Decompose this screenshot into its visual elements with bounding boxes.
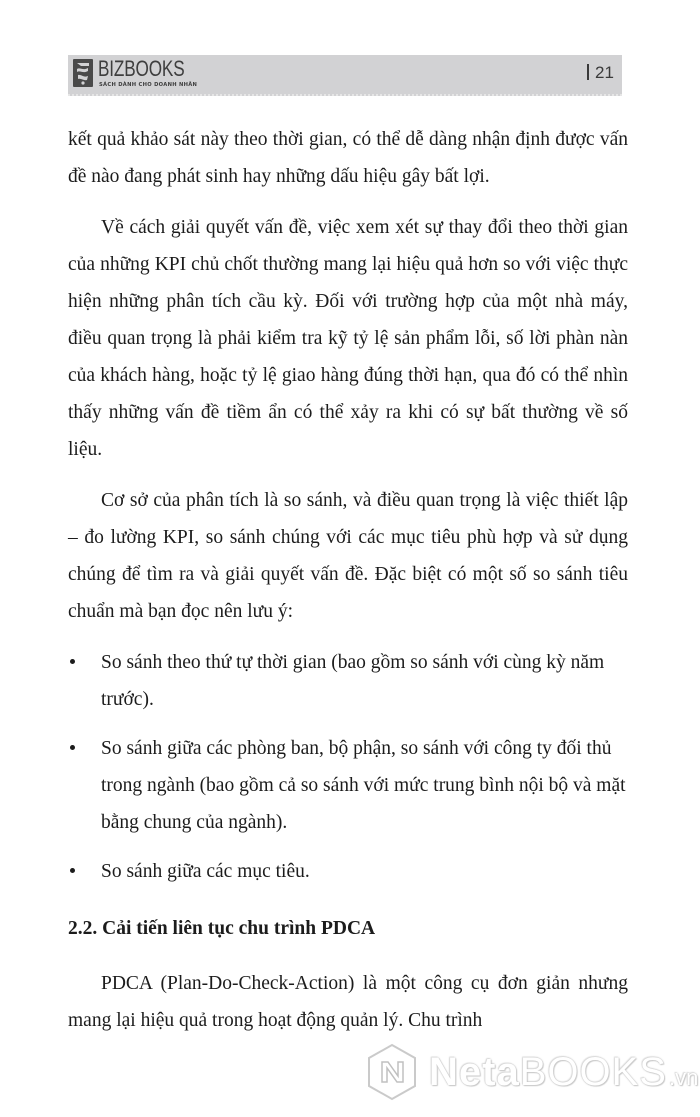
netabooks-watermark	[365, 1042, 699, 1102]
brand-wordmark: BIZBOOKS	[98, 56, 185, 81]
bullet-icon	[70, 745, 75, 750]
bullet-text: So sánh giữa các phòng ban, bộ phận, so sánh với công ty đối thủ trong ngành (bao gồm cả so sánh với mức trung bình nội bộ và mặt bằng chung của ngành).	[101, 738, 626, 833]
bullet-item	[68, 730, 628, 841]
section-heading: 2.2. Cải tiến liên tục chu trình PDCA	[68, 918, 376, 939]
page-number-value: 21	[595, 63, 614, 82]
bullet-item	[68, 644, 628, 718]
comparison-bullet-list	[68, 644, 628, 890]
page-body	[68, 121, 628, 1039]
watermark-tld: .vn	[668, 1065, 699, 1090]
bullet-text: So sánh theo thứ tự thời gian (bao gồm so sánh với cùng kỳ năm trước).	[101, 652, 605, 710]
paragraph-pdca-intro: PDCA (Plan-Do-Check-Action) là một công cụ đơn giản nhưng mang lại hiệu quả trong hoạt động quản lý. Chu trình	[68, 973, 628, 1031]
watermark-brand-bold: Neta	[429, 1050, 520, 1094]
bullet-item	[68, 853, 628, 890]
paragraph-continued: kết quả khảo sát này theo thời gian, có thể dễ dàng nhận định được vấn đề nào đang phát sinh hay những dấu hiệu gây bất lợi.	[68, 129, 628, 187]
bullet-icon	[70, 659, 75, 664]
watermark-brand-light: BOOKS	[519, 1050, 667, 1094]
page-number-separator	[587, 64, 589, 80]
watermark-text	[429, 1048, 698, 1102]
paragraph-comparison-basis: Cơ sở của phân tích là so sánh, và điều quan trọng là việc thiết lập – đo lường KPI, so sánh chúng với các mục tiêu phù hợp và sử dụng chúng để tìm ra và giải quyết vấn đề. Đặc biệt có một số so sánh tiêu chuẩn mà bạn đọc nên lưu ý:	[68, 490, 628, 622]
bullet-icon	[70, 868, 75, 873]
bullet-text: So sánh giữa các mục tiêu.	[101, 861, 310, 882]
netabooks-logo-icon	[365, 1042, 419, 1102]
bizbooks-logo-icon	[73, 59, 93, 87]
page-number	[587, 63, 614, 83]
paragraph-kpi-trends: Về cách giải quyết vấn đề, việc xem xét sự thay đổi theo thời gian của những KPI chủ chốt thường mang lại hiệu quả hơn so với việc thực hiện những phân tích cầu kỳ. Đối với trường hợp của một nhà máy, điều quan trọng là phải kiểm tra kỹ tỷ lệ sản phẩm lỗi, số lời phàn nàn của khách hàng, hoặc tỷ lệ giao hàng đúng thời hạn, qua đó có thể nhìn thấy những vấn đề tiềm ẩn có thể xảy ra khi có sự bất thường về số liệu.	[68, 217, 628, 460]
brand-tagline: SÁCH DÀNH CHO DOANH NHÂN	[99, 82, 198, 88]
